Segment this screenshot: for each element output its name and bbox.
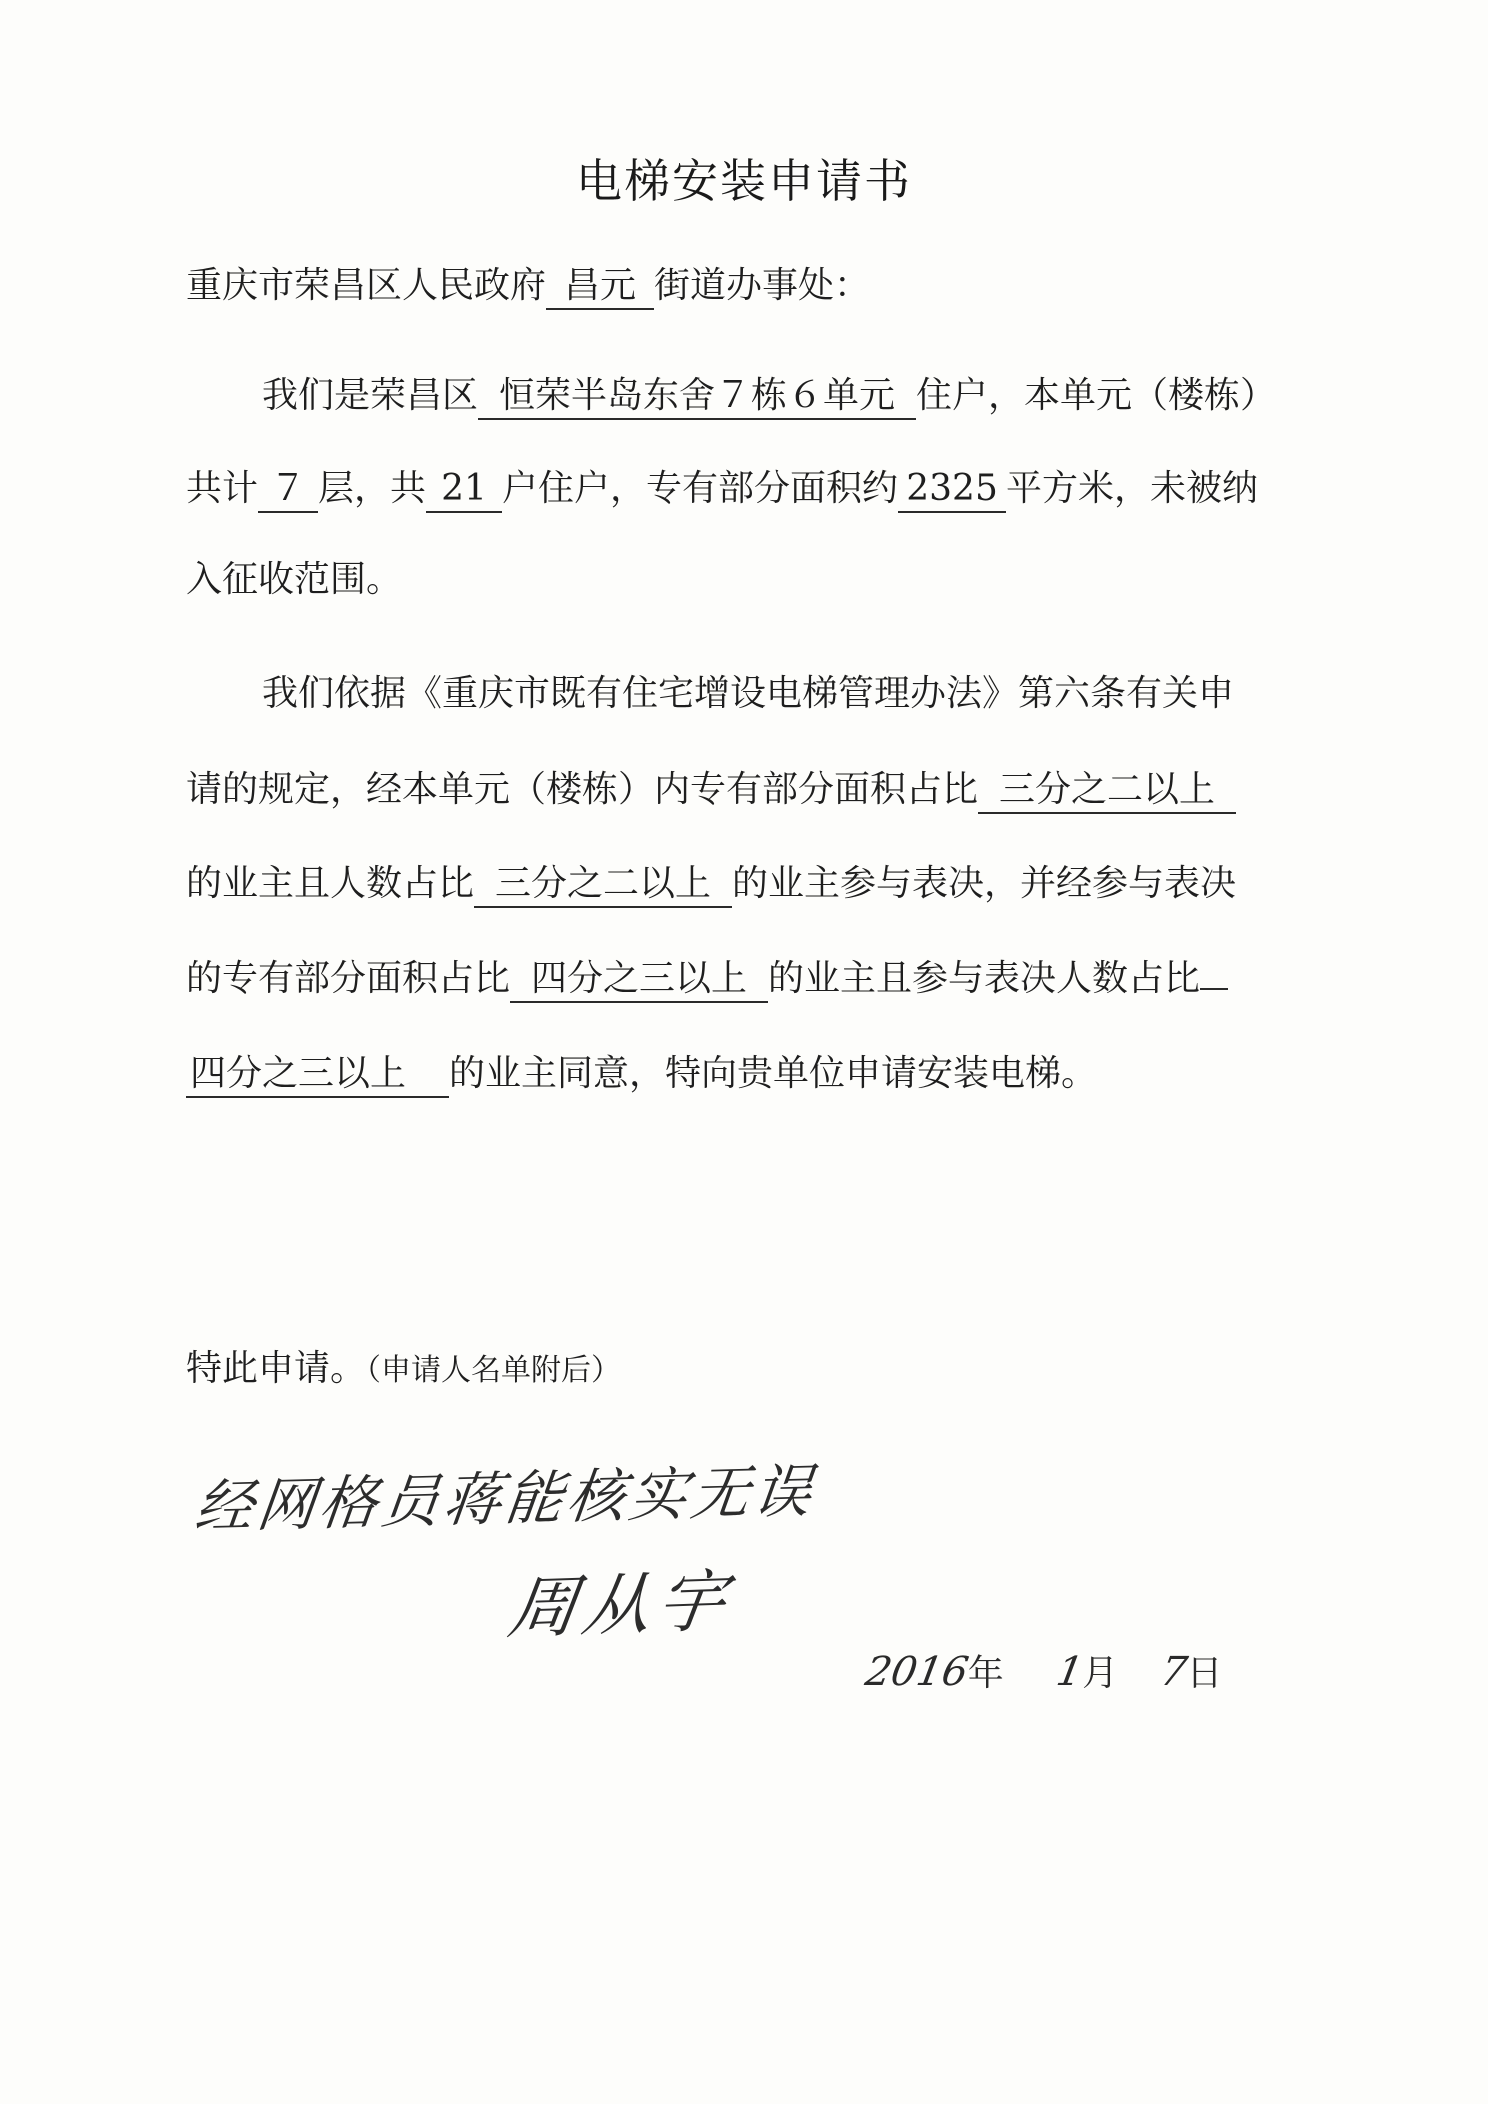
date-year-char: 年 bbox=[967, 1653, 1004, 1694]
area-field: 2325 bbox=[898, 467, 1006, 513]
closing-note: （申请人名单附后） bbox=[366, 1353, 622, 1388]
p2-text: 的专有部分面积占比 bbox=[186, 958, 511, 999]
p1-text: 我们是荣昌区 bbox=[262, 375, 479, 416]
p1-text: 共计 bbox=[186, 468, 259, 509]
paragraph2-line1: 我们依据《重庆市既有住宅增设电梯管理办法》第六条有关申 bbox=[262, 673, 1235, 714]
paragraph2-line2 bbox=[186, 766, 1236, 814]
ratio3-field: 四分之三以上 bbox=[510, 957, 768, 1003]
p2-text: 的业主且参与表决人数占比 bbox=[768, 958, 1201, 999]
ratio4-field-start bbox=[1200, 988, 1228, 990]
paragraph1-line1 bbox=[262, 372, 1276, 420]
addressee-prefix: 重庆市荣昌区人民政府 bbox=[186, 265, 547, 306]
p2-text: 的业主同意，特向贵单位申请安装电梯。 bbox=[449, 1053, 1098, 1094]
street-field: 昌元 bbox=[546, 264, 654, 310]
p2-text: 的业主且人数占比 bbox=[186, 863, 475, 904]
handwritten-signature: 周从宇 bbox=[503, 1562, 737, 1650]
p1-text: 层，共 bbox=[318, 468, 427, 509]
ratio4-field: 四分之三以上 bbox=[186, 1052, 449, 1098]
paragraph2-line5 bbox=[186, 1050, 1097, 1098]
building-field: 恒荣半岛东舍７栋６单元 bbox=[478, 374, 916, 420]
addressee-line bbox=[186, 262, 870, 310]
document-title: 电梯安装申请书 bbox=[576, 154, 912, 208]
paragraph2-line3 bbox=[186, 860, 1236, 908]
date-line bbox=[861, 1645, 1223, 1696]
ratio1-field: 三分之二以上 bbox=[978, 768, 1236, 814]
paragraph1-line3: 入征收范围。 bbox=[186, 559, 403, 600]
date-month: 1 bbox=[1052, 1649, 1087, 1695]
closing-text: 特此申请。 bbox=[186, 1348, 367, 1389]
p1-text: 户住户，专有部分面积约 bbox=[502, 468, 899, 509]
floors-field: ７ bbox=[258, 467, 318, 513]
p1-text: 平方米，未被纳 bbox=[1006, 468, 1259, 509]
paragraph2-line4 bbox=[186, 955, 1228, 1003]
date-day: 7 bbox=[1157, 1649, 1191, 1695]
p1-text: 住户，本单元（楼栋） bbox=[916, 375, 1277, 416]
addressee-suffix: 街道办事处： bbox=[654, 265, 871, 306]
ratio2-field: 三分之二以上 bbox=[474, 862, 732, 908]
date-year: 2016 bbox=[861, 1649, 972, 1695]
p2-text: 请的规定，经本单元（楼栋）内专有部分面积占比 bbox=[186, 769, 979, 810]
paragraph1-line2 bbox=[186, 465, 1258, 513]
closing-line bbox=[186, 1345, 621, 1395]
date-month-char: 月 bbox=[1082, 1653, 1119, 1694]
p2-text: 的业主参与表决，并经参与表决 bbox=[732, 863, 1237, 904]
households-field: 21 bbox=[426, 467, 502, 513]
date-day-char: 日 bbox=[1186, 1653, 1223, 1694]
handwritten-verification-note: 经网格员蒋能核实无误 bbox=[191, 1456, 820, 1542]
